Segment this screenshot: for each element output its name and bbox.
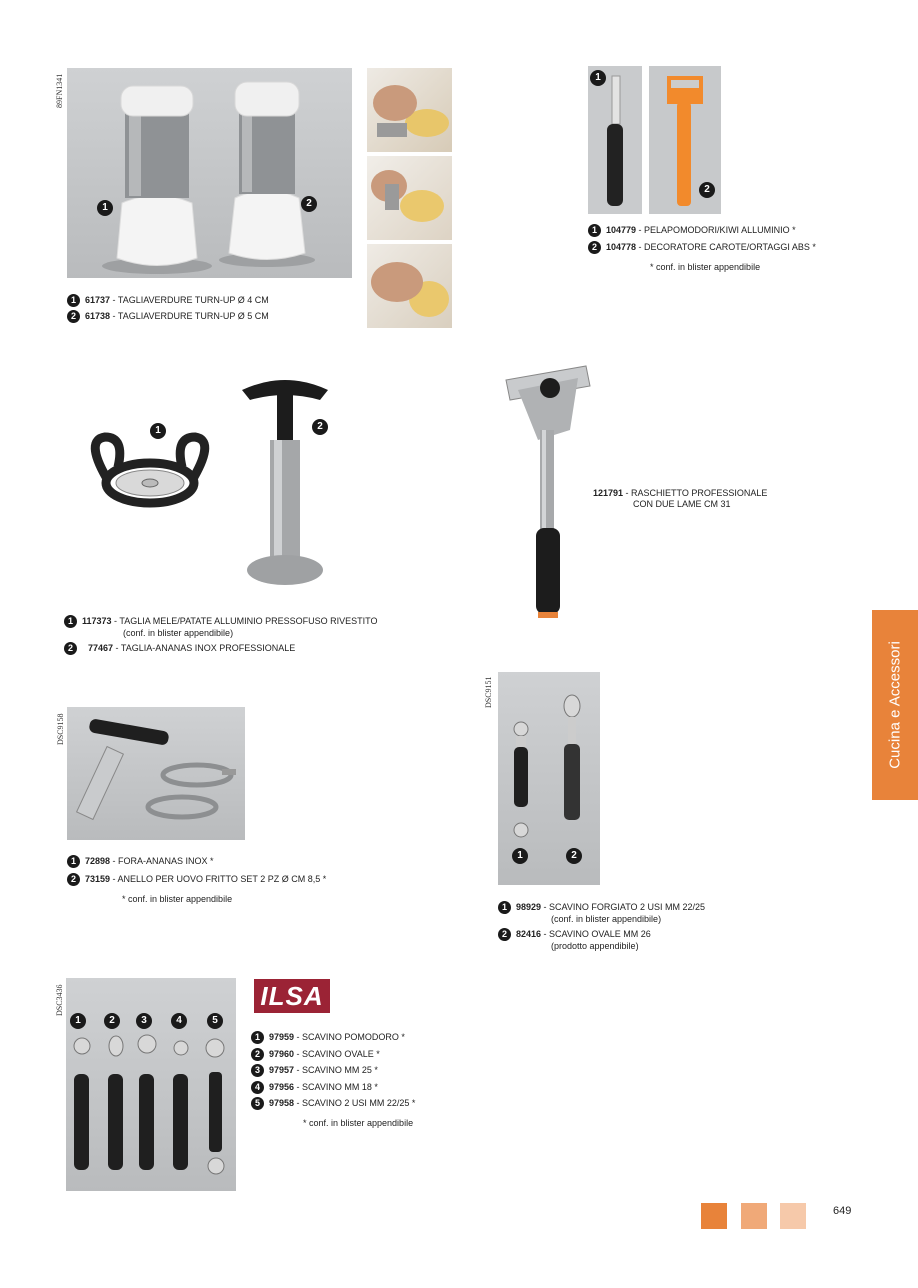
product-subnote: (conf. in blister appendibile) [123, 628, 234, 638]
product-desc: - DECORATORE CAROTE/ORTAGGI ABS * [636, 241, 816, 252]
marker-2: 2 [251, 1048, 264, 1061]
product-line-104778 [588, 241, 816, 254]
usage-photo-2 [367, 156, 452, 240]
marker-3: 3 [136, 1013, 152, 1029]
product-photo-decorator [649, 66, 721, 214]
footer-square-dark [701, 1203, 727, 1229]
product-line-72898 [67, 855, 214, 868]
product-photo-apple-pineapple [70, 345, 340, 600]
photo-code: DSC9158 [56, 713, 65, 745]
product-photo-ilsa-ballers [66, 978, 236, 1191]
marker-1: 1 [588, 224, 601, 237]
marker-1: 1 [498, 901, 511, 914]
product-code: 73159 [85, 873, 111, 884]
product-desc: - SCAVINO OVALE MM 26 [541, 928, 651, 939]
marker-1: 1 [590, 70, 606, 86]
footer-square-light [780, 1203, 806, 1229]
product-photo-melon-ballers [498, 672, 600, 885]
section-tab[interactable] [872, 610, 918, 800]
product-line-97958 [251, 1097, 415, 1110]
product-code: 61737 [85, 294, 111, 305]
product-code: 97959 [269, 1031, 295, 1042]
usage-photo-1 [367, 68, 452, 152]
blister-note: * conf. in blister appendibile [650, 262, 761, 272]
blister-note: * conf. in blister appendibile [122, 894, 233, 904]
usage-photo-3 [367, 244, 452, 328]
product-code: 104779 [606, 224, 637, 235]
product-code: 97960 [269, 1048, 295, 1059]
product-line-117373 [64, 615, 377, 639]
marker-1: 1 [251, 1031, 264, 1044]
product-photo-peeler [588, 66, 642, 214]
marker-2: 2 [312, 419, 328, 435]
marker-3: 3 [251, 1064, 264, 1077]
product-line-97960 [251, 1048, 380, 1061]
product-code: 82416 [516, 928, 542, 939]
product-line-73159 [67, 873, 326, 886]
product-code: 98929 [516, 901, 542, 912]
marker-5: 5 [251, 1097, 264, 1110]
product-line-61738 [67, 310, 269, 323]
marker-2: 2 [588, 241, 601, 254]
product-line-61737 [67, 294, 269, 307]
product-code: 97956 [269, 1081, 295, 1092]
product-code: 61738 [85, 310, 111, 321]
product-subnote: (conf. in blister appendibile) [551, 914, 662, 924]
product-line-97956 [251, 1081, 378, 1094]
footer-square-mid [741, 1203, 767, 1229]
product-line-82416 [498, 928, 651, 952]
marker-1: 1 [64, 615, 77, 628]
section-tab-label: Cucina e Accessori [886, 641, 904, 769]
product-line-97957 [251, 1064, 378, 1077]
marker-4: 4 [171, 1013, 187, 1029]
marker-2: 2 [67, 873, 80, 886]
product-code: 97958 [269, 1097, 295, 1108]
product-desc: - TAGLIAVERDURE TURN-UP Ø 5 CM [110, 310, 269, 321]
marker-4: 4 [251, 1081, 264, 1094]
blister-note: * conf. in blister appendibile [303, 1118, 414, 1128]
product-photo-scraper [498, 360, 598, 622]
apple-pineapple-cutter-illustration [70, 345, 340, 600]
marker-1: 1 [70, 1013, 86, 1029]
photo-code: DSC9151 [484, 676, 493, 708]
product-line-97959 [251, 1031, 405, 1044]
product-line-77467 [64, 642, 295, 655]
ilsa-logo [254, 979, 330, 1013]
marker-5: 5 [207, 1013, 223, 1029]
marker-2: 2 [67, 310, 80, 323]
product-subnote: (prodotto appendibile) [551, 941, 639, 951]
marker-1: 1 [150, 423, 166, 439]
product-code: 97957 [269, 1064, 295, 1075]
product-desc: - TAGLIAVERDURE TURN-UP Ø 4 CM [110, 294, 269, 305]
marker-1: 1 [97, 200, 113, 216]
product-desc: - SCAVINO 2 USI MM 22/25 * [294, 1097, 416, 1108]
page-number: 649 [833, 1205, 852, 1217]
product-line-121791 [593, 488, 767, 510]
product-desc: - TAGLIA MELE/PATATE ALLUMINIO PRESSOFUSO RIVESTITO [111, 615, 378, 626]
marker-1: 1 [512, 848, 528, 864]
product-desc: - SCAVINO OVALE * [294, 1048, 380, 1059]
product-desc: - PELAPOMODORI/KIWI ALLUMINIO * [636, 224, 796, 235]
product-desc: - TAGLIA-ANANAS INOX PROFESSIONALE [113, 642, 296, 653]
marker-1: 1 [67, 294, 80, 307]
product-desc: - FORA-ANANAS INOX * [110, 855, 214, 866]
product-desc: - RASCHIETTO PROFESSIONALE [623, 488, 768, 498]
photo-code: 89FN1341 [55, 73, 64, 108]
product-code: 77467 [88, 642, 114, 653]
marker-2: 2 [104, 1013, 120, 1029]
photo-code: DSC3436 [55, 984, 64, 1016]
brand-name: ILSA [260, 981, 324, 1011]
product-line-98929 [498, 901, 705, 925]
turn-up-cutters-illustration [67, 68, 352, 278]
marker-2: 2 [301, 196, 317, 212]
product-code: 104778 [606, 241, 637, 252]
product-code: 117373 [82, 615, 112, 626]
product-line-104779 [588, 224, 796, 237]
marker-2: 2 [498, 928, 511, 941]
marker-2: 2 [699, 182, 715, 198]
product-code: 72898 [85, 855, 111, 866]
product-desc: - SCAVINO MM 18 * [294, 1081, 378, 1092]
product-code: 121791 [593, 488, 624, 498]
marker-1: 1 [67, 855, 80, 868]
product-subnote: CON DUE LAME CM 31 [633, 499, 731, 509]
product-desc: - SCAVINO POMODORO * [294, 1031, 405, 1042]
product-photo-turn-up [67, 68, 352, 278]
product-desc: - SCAVINO FORGIATO 2 USI MM 22/25 [541, 901, 706, 912]
product-desc: - ANELLO PER UOVO FRITTO SET 2 PZ Ø CM 8,5 * [110, 873, 327, 884]
marker-2: 2 [566, 848, 582, 864]
product-desc: - SCAVINO MM 25 * [294, 1064, 378, 1075]
marker-2: 2 [64, 642, 77, 655]
product-photo-corer-rings [67, 707, 245, 840]
